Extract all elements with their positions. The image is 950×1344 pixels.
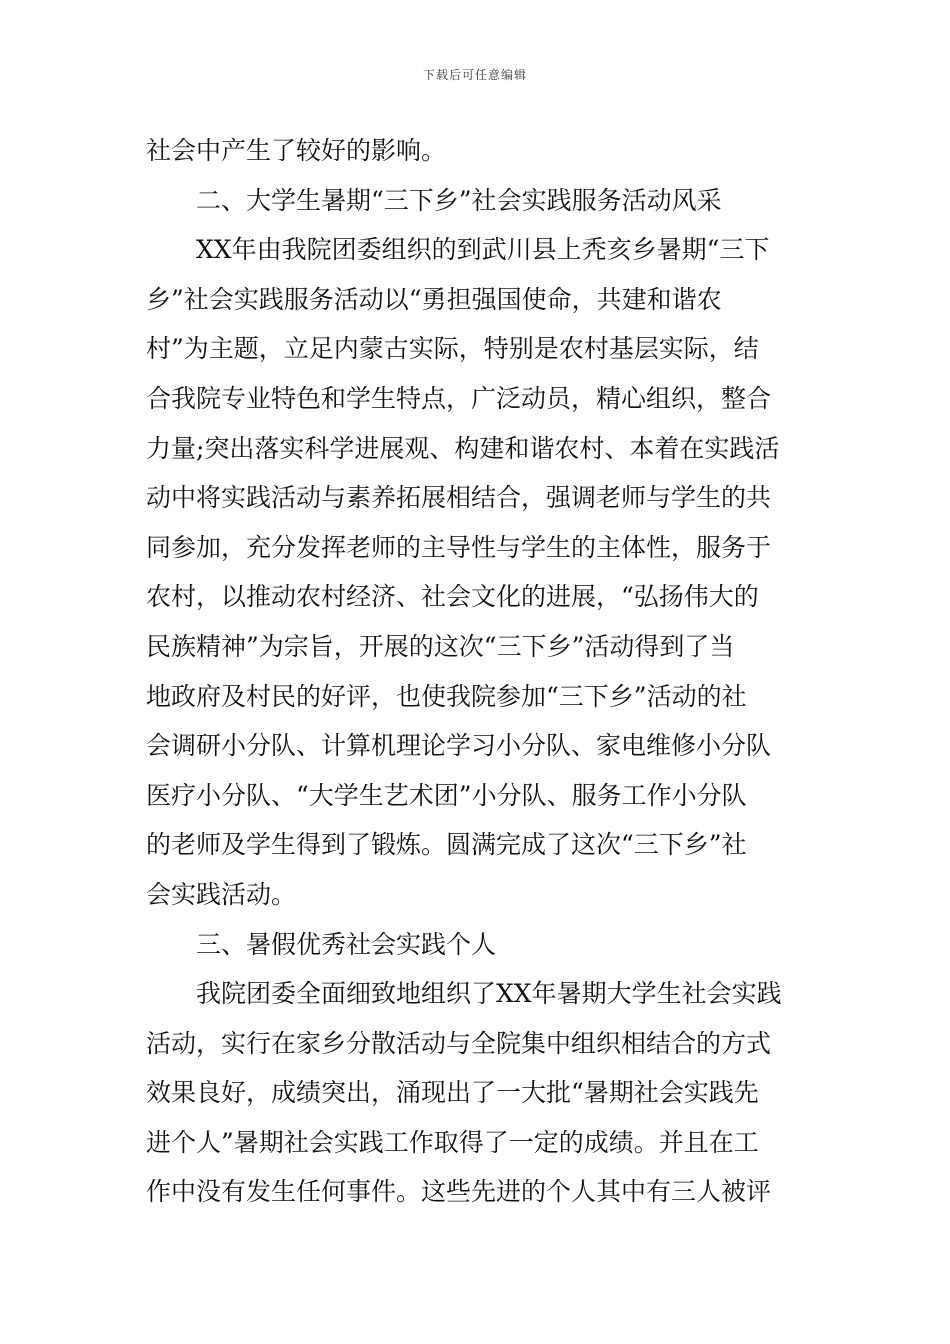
text-line: 地政府及村民的好评，也使我院参加“三下乡”活动的社 — [146, 681, 747, 711]
text-line: XX年由我院团委组织的到武川县上秃亥乡暑期“三下 — [196, 235, 770, 265]
text-line: 力量;突出落实科学进展观、构建和谐农村、本着在实践活 — [146, 433, 780, 463]
text-line: 合我院专业特色和学生特点，广泛动员，精心组织，整合 — [146, 383, 772, 413]
section-heading: 三、暑假优秀社会实践个人 — [196, 929, 497, 959]
header-note: 下载后可任意编辑 — [422, 68, 527, 82]
text-line: 村”为主题，立足内蒙古实际，特别是农村基层实际，结 — [146, 334, 759, 364]
text-line: 进个人”暑期社会实践工作取得了一定的成绩。并且在工 — [146, 1127, 759, 1157]
text-line: 农村，以推动农村经济、社会文化的进展，“弘扬伟大的 — [146, 582, 759, 612]
text-line: 效果良好，成绩突出，涌现出了一大批“暑期社会实践先 — [146, 1078, 759, 1108]
text-line: 同参加，充分发挥老师的主导性与学生的主体性，服务于 — [146, 532, 772, 562]
section-heading: 二、大学生暑期“三下乡”社会实践服务活动风采 — [196, 185, 722, 215]
text-line: 动中将实践活动与素养拓展相结合，强调老师与学生的共 — [146, 483, 772, 513]
text-line: 作中没有发生任何事件。这些先进的个人其中有三人被评 — [146, 1177, 772, 1207]
text-line: 医疗小分队、“大学生艺术团”小分队、服务工作小分队 — [146, 780, 747, 810]
text-line: 乡”社会实践服务活动以“勇担强国使命，共建和谐农 — [146, 284, 722, 314]
text-line: 的老师及学生得到了锻炼。圆满完成了这次“三下乡”社 — [146, 830, 747, 860]
text-line: 会调研小分队、计算机理论学习小分队、家电维修小分队 — [146, 731, 772, 761]
text-line: 民族精神”为宗旨，开展的这次“三下乡”活动得到了当 — [146, 631, 735, 661]
text-line: 活动，实行在家乡分散活动与全院集中组织相结合的方式 — [146, 1028, 772, 1058]
text-line: 我院团委全面细致地组织了XX年暑期大学生社会实践 — [196, 979, 782, 1009]
body-text — [146, 126, 806, 1217]
text-line: 社会中产生了较好的影响。 — [146, 136, 447, 165]
text-line: 会实践活动。 — [146, 879, 297, 909]
